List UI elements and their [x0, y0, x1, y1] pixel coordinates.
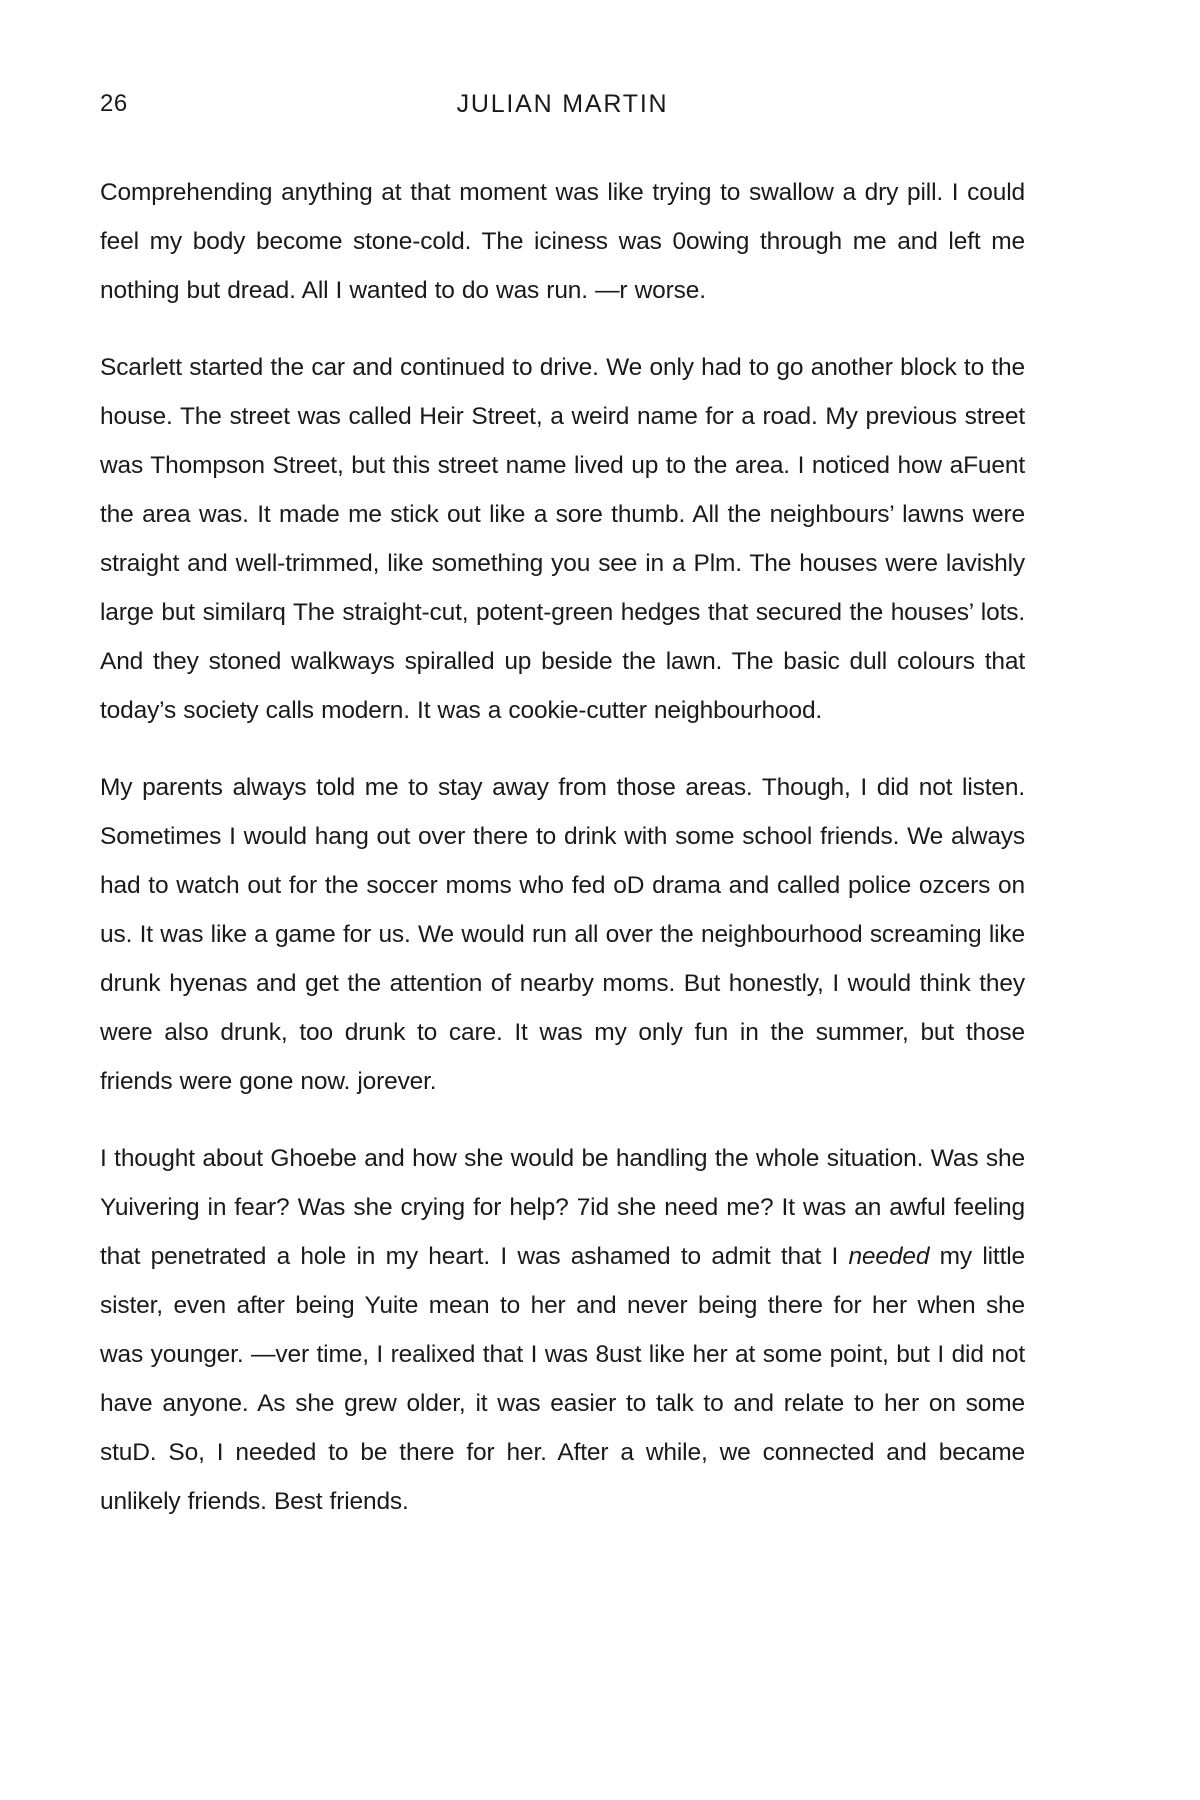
- paragraph-4: [100, 1134, 1025, 1526]
- paragraph-3: My parents always told me to stay away from those areas. Though, I did not listen. Sometimes I would hang out over there to drink with some school friends. We always had to watch out for the soccer moms who fed oD drama and called police ozcers on us. It was like a game for us. We would run all over the neighbourhood screaming like drunk hyenas and get the attention of nearby moms. But honestly, I would think they were also drunk, too drunk to care. It was my only fun in the summer, but those friends were gone now. jorever.: [100, 774, 1025, 1095]
- paragraph-1: Comprehending anything at that moment was like trying to swallow a dry pill. I could feel my body become stone-cold. The iciness was 0owing through me and left me nothing but dread. All I wanted to do was run. —r worse.: [100, 179, 1025, 304]
- running-head-author: JULIAN MARTIN: [456, 90, 669, 118]
- paragraph-4-italic-word: needed: [848, 1243, 930, 1270]
- paragraph-2: Scarlett started the car and continued to drive. We only had to go another block to the house. The street was called Heir Street, a weird name for a road. My previous street was Thompson Street, but this street name lived up to the area. I noticed how aFuent the area was. It made me stick out like a sore thumb. All the neighbours’ lawns were straight and well-trimmed, like something you see in a Plm. The houses were lavishly large but similarq The straight-cut, potent-green hedges that secured the houses’ lots. And they stoned walkways spiralled up beside the lawn. The basic dull colours that today’s society calls modern. It was a cookie-cutter neighbourhood.: [100, 354, 1025, 724]
- page-header: [100, 86, 1025, 122]
- paragraph-4-text-start: I thought about Ghoebe and how she would be handling the whole situation. Was she Yuivering in fear? Was she crying for help? 7id she need me? It was an awful feeling that penetrated a hole in my heart. I was ashamed to admit that I: [100, 1145, 1025, 1270]
- body-text: [100, 168, 1025, 1526]
- page-number: 26: [100, 90, 128, 117]
- paragraph-4-text-end: my little sister, even after being Yuite mean to her and never being there for her when she was younger. —ver time, I realixed that I was 8ust like her at some point, but I did not have anyone. As she grew older, it was easier to talk to and relate to her on some stuD. So, I needed to be there for her. After a while, we connected and became unlikely friends. Best friends.: [100, 1243, 1025, 1515]
